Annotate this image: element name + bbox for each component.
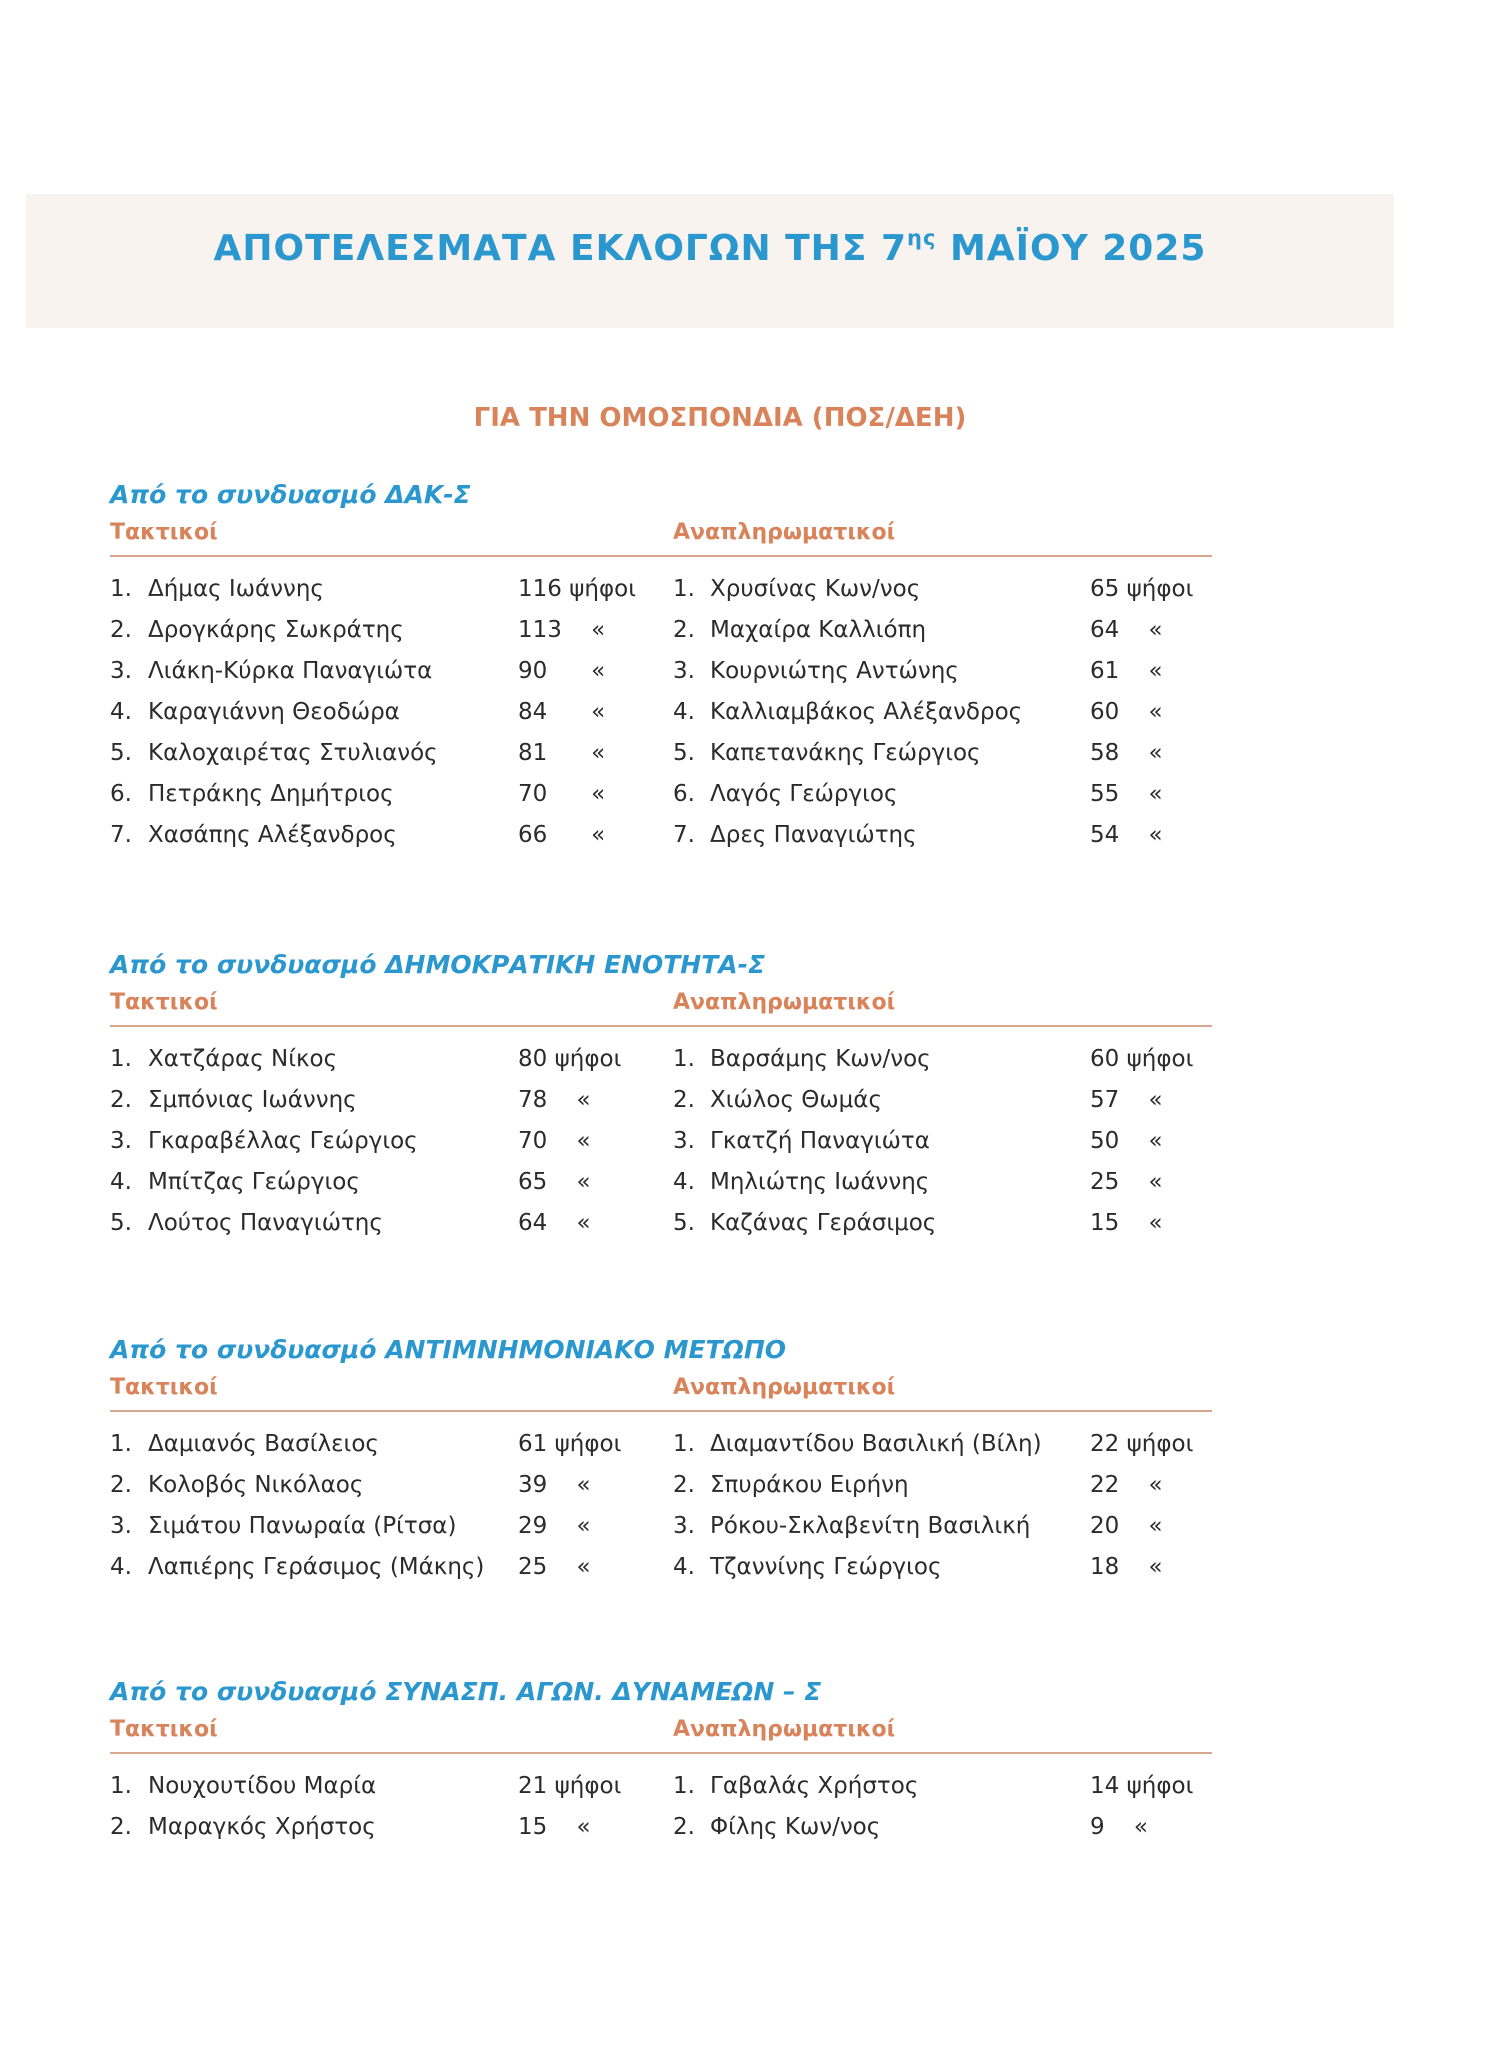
section-block bbox=[110, 475, 1210, 856]
substitute-votes: 22 ψήφοι bbox=[1090, 1431, 1194, 1457]
substitute-name: Καλλιαμβάκος Αλέξανδρος bbox=[710, 699, 1023, 725]
candidate-row bbox=[110, 1465, 1210, 1506]
substitute-votes: 25 « bbox=[1090, 1169, 1163, 1195]
regular-rank: 5. bbox=[110, 740, 132, 766]
candidate-row bbox=[110, 1039, 1210, 1080]
page-subtitle: ΓΙΑ ΤΗΝ ΟΜΟΣΠΟΝΔΙΑ (ΠΟΣ/ΔΕΗ) bbox=[473, 403, 967, 433]
substitute-votes: 14 ψήφοι bbox=[1090, 1773, 1194, 1799]
regular-votes: 25 « bbox=[518, 1554, 591, 1580]
regular-name: Χασάπης Αλέξανδρος bbox=[148, 822, 397, 848]
substitute-rank: 4. bbox=[673, 1554, 695, 1580]
regular-rank: 3. bbox=[110, 1513, 132, 1539]
regular-name: Κολοβός Νικόλαος bbox=[148, 1472, 364, 1498]
substitute-name: Γκατζή Παναγιώτα bbox=[710, 1128, 930, 1154]
substitute-name: Μηλιώτης Ιωάννης bbox=[710, 1169, 930, 1195]
substitute-votes: 64 « bbox=[1090, 617, 1163, 643]
label-regular: Τακτικοί bbox=[110, 1717, 218, 1742]
candidate-row bbox=[110, 774, 1210, 815]
substitute-name: Φίλης Κων/νος bbox=[710, 1814, 881, 1840]
regular-name: Καλοχαιρέτας Στυλιανός bbox=[148, 740, 438, 766]
substitute-name: Τζαννίνης Γεώργιος bbox=[710, 1554, 942, 1580]
candidate-row bbox=[110, 1506, 1210, 1547]
title-main: ΑΠΟΤΕΛΕΣΜΑΤΑ ΕΚΛΟΓΩΝ ΤΗΣ 7 bbox=[213, 228, 907, 269]
candidate-row bbox=[110, 610, 1210, 651]
regular-votes: 39 « bbox=[518, 1472, 591, 1498]
regular-rank: 6. bbox=[110, 781, 132, 807]
column-labels bbox=[110, 1370, 1210, 1406]
substitute-rank: 5. bbox=[673, 740, 695, 766]
substitute-rank: 3. bbox=[673, 658, 695, 684]
substitute-votes: 65 ψήφοι bbox=[1090, 576, 1194, 602]
regular-rank: 4. bbox=[110, 1169, 132, 1195]
regular-rank: 1. bbox=[110, 1431, 132, 1457]
substitute-rank: 5. bbox=[673, 1210, 695, 1236]
substitute-name: Διαμαντίδου Βασιλική (Βίλη) bbox=[710, 1431, 1042, 1457]
regular-votes: 15 « bbox=[518, 1814, 591, 1840]
title-superscript: ης bbox=[907, 226, 937, 250]
regular-rank: 7. bbox=[110, 822, 132, 848]
candidate-row bbox=[110, 1203, 1210, 1244]
substitute-votes: 50 « bbox=[1090, 1128, 1163, 1154]
regular-name: Δρογκάρης Σωκράτης bbox=[148, 617, 404, 643]
label-substitute: Αναπληρωματικοί bbox=[673, 990, 896, 1015]
candidate-list bbox=[110, 1424, 1210, 1588]
regular-votes: 29 « bbox=[518, 1513, 591, 1539]
substitute-rank: 2. bbox=[673, 1472, 695, 1498]
regular-name: Δήμας Ιωάννης bbox=[148, 576, 324, 602]
substitute-votes: 60 ψήφοι bbox=[1090, 1046, 1194, 1072]
regular-votes: 61 ψήφοι bbox=[518, 1431, 622, 1457]
regular-name: Μπίτζας Γεώργιος bbox=[148, 1169, 360, 1195]
regular-name: Σιμάτου Πανωραία (Ρίτσα) bbox=[148, 1513, 457, 1539]
candidate-row bbox=[110, 1424, 1210, 1465]
section-heading: Από το συνδυασμό ΑΝΤΙΜΝΗΜΟΝΙΑΚΟ ΜΕΤΩΠΟ bbox=[110, 1335, 787, 1364]
substitute-name: Σπυράκου Ειρήνη bbox=[710, 1472, 909, 1498]
regular-votes: 78 « bbox=[518, 1087, 591, 1113]
label-regular: Τακτικοί bbox=[110, 990, 218, 1015]
substitute-rank: 1. bbox=[673, 1046, 695, 1072]
divider-left bbox=[110, 1025, 640, 1027]
label-substitute: Αναπληρωματικοί bbox=[673, 520, 896, 545]
divider-right bbox=[640, 1410, 1212, 1412]
substitute-rank: 7. bbox=[673, 822, 695, 848]
candidate-row bbox=[110, 1807, 1210, 1848]
regular-rank: 4. bbox=[110, 699, 132, 725]
substitute-votes: 20 « bbox=[1090, 1513, 1163, 1539]
substitute-votes: 15 « bbox=[1090, 1210, 1163, 1236]
regular-rank: 2. bbox=[110, 617, 132, 643]
candidate-row bbox=[110, 569, 1210, 610]
label-regular: Τακτικοί bbox=[110, 1375, 218, 1400]
substitute-votes: 22 « bbox=[1090, 1472, 1163, 1498]
regular-name: Δαμιανός Βασίλειος bbox=[148, 1431, 379, 1457]
regular-rank: 2. bbox=[110, 1814, 132, 1840]
substitute-name: Ρόκου-Σκλαβενίτη Βασιλική bbox=[710, 1513, 1031, 1539]
section-block bbox=[110, 1330, 1210, 1588]
regular-rank: 1. bbox=[110, 1773, 132, 1799]
divider-left bbox=[110, 555, 640, 557]
substitute-votes: 9 « bbox=[1090, 1814, 1148, 1840]
candidate-row bbox=[110, 1766, 1210, 1807]
candidate-row bbox=[110, 815, 1210, 856]
regular-name: Λαπιέρης Γεράσιμος (Μάκης) bbox=[148, 1554, 485, 1580]
substitute-rank: 2. bbox=[673, 617, 695, 643]
regular-name: Χατζάρας Νίκος bbox=[148, 1046, 338, 1072]
substitute-rank: 3. bbox=[673, 1128, 695, 1154]
divider-right bbox=[640, 555, 1212, 557]
regular-name: Σμπόνιας Ιωάννης bbox=[148, 1087, 357, 1113]
substitute-votes: 55 « bbox=[1090, 781, 1163, 807]
column-labels bbox=[110, 1712, 1210, 1748]
substitute-rank: 1. bbox=[673, 1431, 695, 1457]
substitute-name: Λαγός Γεώργιος bbox=[710, 781, 898, 807]
regular-name: Πετράκης Δημήτριος bbox=[148, 781, 394, 807]
regular-rank: 4. bbox=[110, 1554, 132, 1580]
candidate-list bbox=[110, 1039, 1210, 1244]
section-block bbox=[110, 945, 1210, 1244]
section-heading: Από το συνδυασμό ΔΑΚ-Σ bbox=[110, 480, 471, 509]
regular-votes: 21 ψήφοι bbox=[518, 1773, 622, 1799]
substitute-name: Δρες Παναγιώτης bbox=[710, 822, 917, 848]
candidate-row bbox=[110, 692, 1210, 733]
substitute-name: Καπετανάκης Γεώργιος bbox=[710, 740, 981, 766]
substitute-name: Μαχαίρα Καλλιόπη bbox=[710, 617, 927, 643]
substitute-name: Καζάνας Γεράσιμος bbox=[710, 1210, 937, 1236]
regular-votes: 66 « bbox=[518, 822, 606, 848]
divider-right bbox=[640, 1025, 1212, 1027]
page-title bbox=[26, 226, 1394, 269]
label-regular: Τακτικοί bbox=[110, 520, 218, 545]
divider-left bbox=[110, 1410, 640, 1412]
regular-name: Νουχουτίδου Μαρία bbox=[148, 1773, 377, 1799]
regular-name: Λούτος Παναγιώτης bbox=[148, 1210, 383, 1236]
substitute-votes: 57 « bbox=[1090, 1087, 1163, 1113]
regular-votes: 64 « bbox=[518, 1210, 591, 1236]
regular-name: Λιάκη-Κύρκα Παναγιώτα bbox=[148, 658, 433, 684]
divider-right bbox=[640, 1752, 1212, 1754]
regular-votes: 80 ψήφοι bbox=[518, 1046, 622, 1072]
candidate-row bbox=[110, 651, 1210, 692]
substitute-name: Κουρνιώτης Αντώνης bbox=[710, 658, 959, 684]
substitute-rank: 1. bbox=[673, 576, 695, 602]
regular-rank: 1. bbox=[110, 1046, 132, 1072]
section-block bbox=[110, 1672, 1210, 1848]
candidate-row bbox=[110, 1080, 1210, 1121]
substitute-votes: 58 « bbox=[1090, 740, 1163, 766]
label-substitute: Αναπληρωματικοί bbox=[673, 1717, 896, 1742]
substitute-rank: 2. bbox=[673, 1814, 695, 1840]
regular-votes: 90 « bbox=[518, 658, 606, 684]
regular-rank: 2. bbox=[110, 1472, 132, 1498]
candidate-list bbox=[110, 569, 1210, 856]
substitute-name: Βαρσάμης Κων/νος bbox=[710, 1046, 931, 1072]
regular-votes: 84 « bbox=[518, 699, 606, 725]
regular-name: Μαραγκός Χρήστος bbox=[148, 1814, 376, 1840]
regular-votes: 116 ψήφοι bbox=[518, 576, 636, 602]
substitute-votes: 61 « bbox=[1090, 658, 1163, 684]
section-heading: Από το συνδυασμό ΣΥΝΑΣΠ. ΑΓΩΝ. ΔΥΝΑΜΕΩΝ – Σ bbox=[110, 1677, 822, 1706]
regular-name: Γκαραβέλλας Γεώργιος bbox=[148, 1128, 418, 1154]
candidate-row bbox=[110, 733, 1210, 774]
section-heading: Από το συνδυασμό ΔΗΜΟΚΡΑΤΙΚΗ ΕΝΟΤΗΤΑ-Σ bbox=[110, 950, 766, 979]
substitute-rank: 1. bbox=[673, 1773, 695, 1799]
title-end: ΜΑΪΟΥ 2025 bbox=[949, 228, 1207, 269]
divider-left bbox=[110, 1752, 640, 1754]
regular-rank: 3. bbox=[110, 658, 132, 684]
candidate-row bbox=[110, 1547, 1210, 1588]
substitute-rank: 2. bbox=[673, 1087, 695, 1113]
substitute-name: Γαβαλάς Χρήστος bbox=[710, 1773, 919, 1799]
candidate-row bbox=[110, 1162, 1210, 1203]
regular-rank: 1. bbox=[110, 576, 132, 602]
substitute-votes: 60 « bbox=[1090, 699, 1163, 725]
regular-votes: 65 « bbox=[518, 1169, 591, 1195]
regular-votes: 70 « bbox=[518, 781, 606, 807]
regular-votes: 81 « bbox=[518, 740, 606, 766]
candidate-row bbox=[110, 1121, 1210, 1162]
substitute-rank: 4. bbox=[673, 699, 695, 725]
column-labels bbox=[110, 515, 1210, 551]
candidate-list bbox=[110, 1766, 1210, 1848]
regular-name: Καραγιάννη Θεοδώρα bbox=[148, 699, 400, 725]
column-labels bbox=[110, 985, 1210, 1021]
substitute-rank: 4. bbox=[673, 1169, 695, 1195]
regular-rank: 3. bbox=[110, 1128, 132, 1154]
regular-rank: 5. bbox=[110, 1210, 132, 1236]
substitute-name: Χιώλος Θωμάς bbox=[710, 1087, 882, 1113]
regular-votes: 113 « bbox=[518, 617, 606, 643]
substitute-votes: 18 « bbox=[1090, 1554, 1163, 1580]
regular-votes: 70 « bbox=[518, 1128, 591, 1154]
substitute-rank: 6. bbox=[673, 781, 695, 807]
label-substitute: Αναπληρωματικοί bbox=[673, 1375, 896, 1400]
regular-rank: 2. bbox=[110, 1087, 132, 1113]
substitute-votes: 54 « bbox=[1090, 822, 1163, 848]
substitute-rank: 3. bbox=[673, 1513, 695, 1539]
substitute-name: Χρυσίνας Κων/νος bbox=[710, 576, 921, 602]
